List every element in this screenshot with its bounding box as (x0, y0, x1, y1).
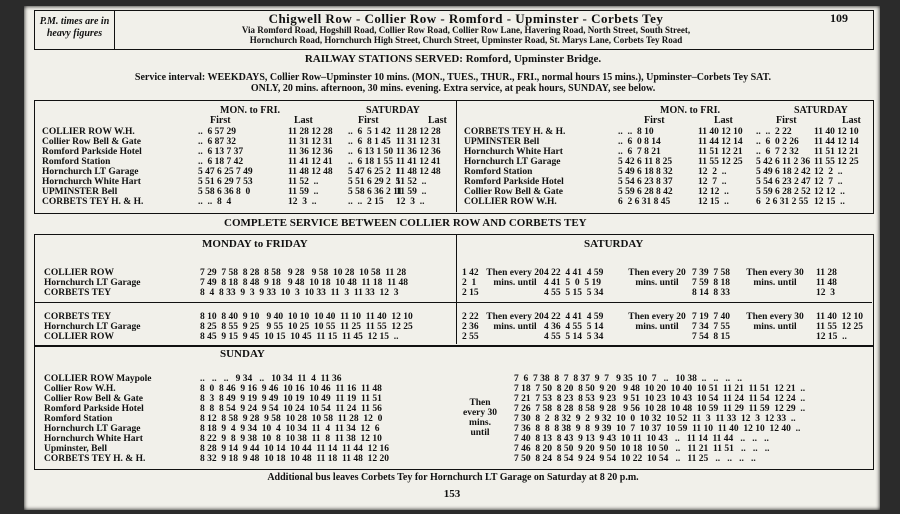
t2-sat-first: First (776, 115, 797, 126)
t2-sat-last: Last (842, 115, 861, 126)
t2-mf-last-times (698, 127, 743, 207)
t3-down-sat-a-2: 2 15 (462, 288, 479, 298)
t2-sat-last-times (814, 127, 859, 207)
t1-mf-first-4: 5 47 6 25 7 49 (198, 167, 253, 177)
complete-service-title: COMPLETE SERVICE BETWEEN COLLIER ROW AND CORBETS TEY (224, 217, 587, 229)
t1-stop-4: Hornchurch LT Garage (42, 167, 139, 177)
t2-mf-last-1: 11 44 12 14 (698, 137, 743, 147)
t2-mf-last-4: 12 2 .. (698, 167, 727, 177)
t3-up-sat-d-0: 11 40 12 10 (816, 312, 863, 322)
route-header (34, 10, 874, 50)
t3-down-sat-c-1: 7 59 8 18 (692, 278, 730, 288)
t2-mf-head: MON. to FRI. (660, 105, 720, 116)
t2-stop-6: Collier Row Bell & Gate (464, 187, 564, 197)
t3-down-sat-b (544, 268, 603, 298)
service-line-1: Service interval: WEEKDAYS, Collier Row–Upminster 10 mins. (MON., TUES., THUR., FRI., normal hours 15 mins.), Upminster–Corbets Tey SAT. (134, 72, 772, 83)
pm-note: P.M. times are in heavy figures (35, 11, 115, 49)
route-title: Chigwell Row - Collier Row - Romford - Upminster - Corbets Tey (268, 11, 664, 26)
t1-mf-last-2: 11 36 12 36 (288, 147, 333, 157)
sunday-left-8: 8 32 9 18 9 48 10 18 10 48 11 18 11 48 12 20 (200, 454, 389, 464)
t1-mf-last-3: 11 41 12 41 (288, 157, 333, 167)
sunday-stop-7: Upminster, Bell (44, 444, 107, 454)
t3-down-stop-0: COLLIER ROW (44, 268, 114, 278)
t3-down-mf-2: 8 4 8 33 9 3 9 33 10 3 10 33 11 3 11 33 12 3 (200, 288, 399, 298)
t1-mf-first-3: .. 6 18 7 42 (198, 157, 244, 167)
t3-up-sat-d-1: 11 55 12 25 (816, 322, 863, 332)
t2-stops (464, 127, 565, 207)
sunday-stop-2: Collier Row Bell & Gate (44, 394, 144, 404)
t1-sat-last-3: 11 41 12 41 (396, 157, 441, 167)
t1-stops (42, 127, 143, 207)
t1-sat-last-6: 11 59 .. (396, 187, 427, 197)
sunday-right-7: 7 46 8 20 8 50 9 20 9 50 10 18 10 50 .. 11 21 11 51 .. .. .. (514, 444, 770, 454)
t3-down-stops (44, 268, 140, 298)
t2-sat-first-1: .. 6 0 2 26 (756, 137, 799, 147)
t3-down-every30: Then every 30 mins. until (746, 268, 804, 288)
t2-mf-first-0: .. .. 8 10 (618, 127, 654, 137)
t2-sat-last-2: 11 51 12 21 (814, 147, 859, 157)
t3-up-sat-b-1: 4 36 4 55 5 14 (544, 322, 604, 332)
t3-up-every20b: Then every 20 mins. until (628, 312, 686, 332)
t3-down-every20b: Then every 20 mins. until (628, 268, 686, 288)
sunday-stops (44, 374, 152, 464)
t2-mf-first-6: 5 59 6 28 8 42 (618, 187, 673, 197)
t1-stop-3: Romford Station (42, 157, 111, 167)
t1-stop-1: Collier Row Bell & Gate (42, 137, 142, 147)
t3-down-every20: Then every 20 mins. until (486, 268, 544, 288)
t2-sat-last-6: 12 12 .. (814, 187, 845, 197)
sunday-right-0: 7 6 7 38 8 7 8 37 9 7 9 35 10 7 .. 10 38 .. .. .. .. (514, 374, 742, 384)
t3-up-sat-d-2: 12 15 .. (816, 332, 847, 342)
sunday-stop-1: Collier Row W.H. (44, 384, 116, 394)
sunday-stop-3: Romford Parkside Hotel (44, 404, 144, 414)
t3-down-sat-a-1: 2 1 (462, 278, 477, 288)
t3-mf-head: MONDAY to FRIDAY (202, 238, 308, 250)
t2-mf-first-times (618, 127, 673, 207)
t2-stop-4: Romford Station (464, 167, 533, 177)
t3-up-sat-a (462, 312, 479, 342)
row-divider (34, 302, 872, 303)
t2-mf-last-3: 11 55 12 25 (698, 157, 743, 167)
t3-down-stop-2: CORBETS TEY (44, 288, 112, 298)
t1-stop-6: UPMINSTER Bell (42, 187, 118, 197)
t3-up-sat-d (816, 312, 863, 342)
t2-sat-last-1: 11 44 12 14 (814, 137, 859, 147)
via-line-1: Via Romford Road, Hogshill Road, Collier Row Road, Collier Row Lane, Havering Road, North Street, South Street, (241, 25, 691, 35)
t3-up-sat-c-1: 7 34 7 55 (692, 322, 730, 332)
t2-mf-first-2: .. 6 7 8 21 (618, 147, 661, 157)
t2-sat-first-7: 6 2 6 31 2 55 (756, 197, 809, 207)
t1-stop-2: Romford Parkside Hotel (42, 147, 142, 157)
t2-sat-first-0: .. .. 2 22 (756, 127, 792, 137)
t3-down-sat-c (692, 268, 730, 298)
t1-sat-head: SATURDAY (366, 105, 420, 116)
t1-sat-last: Last (428, 115, 447, 126)
sunday-right-2: 7 21 7 53 8 23 8 53 9 23 9 51 10 23 10 43 10 54 11 24 11 54 12 24 .. (514, 394, 806, 404)
sunday-left-7: 8 28 9 14 9 44 10 14 10 44 11 14 11 44 12 16 (200, 444, 389, 454)
t2-mf-first: First (644, 115, 665, 126)
t1-sat-first-5: 5 51 6 29 2 5 (348, 177, 401, 187)
t3-up-mf (200, 312, 413, 342)
sunday-left-times (200, 374, 389, 464)
t2-mf-last-7: 12 15 .. (698, 197, 729, 207)
t1-sat-last-0: 11 28 12 28 (396, 127, 441, 137)
t1-sat-last-7: 12 3 .. (396, 197, 425, 207)
t3-down-mf-1: 7 49 8 18 8 48 9 18 9 48 10 18 10 48 11 18 11 48 (200, 278, 408, 288)
t2-mf-last-5: 12 7 .. (698, 177, 727, 187)
t1-stop-5: Hornchurch White Hart (42, 177, 141, 187)
t3-down-sat-c-2: 8 14 8 33 (692, 288, 730, 298)
t2-stop-7: COLLIER ROW W.H. (464, 197, 557, 207)
sunday-stop-8: CORBETS TEY H. & H. (44, 454, 146, 464)
t2-mf-last-2: 11 51 12 21 (698, 147, 743, 157)
sunday-left-2: 8 3 8 49 9 19 9 49 10 19 10 49 11 19 11 51 (200, 394, 382, 404)
t3-up-sat-b (544, 312, 603, 342)
t2-stop-5: Romford Parkside Hotel (464, 177, 564, 187)
t3-up-sat-c-2: 7 54 8 15 (692, 332, 730, 342)
t1-sat-first-7: .. .. 2 15 (348, 197, 384, 207)
t1-sat-last-times (396, 127, 441, 207)
t2-sat-first-times (756, 127, 811, 207)
sunday-head: SUNDAY (220, 348, 265, 360)
t3-sat-head: SATURDAY (584, 238, 644, 250)
sunday-right-3: 7 26 7 58 8 28 8 58 9 28 9 56 10 28 10 48 10 59 11 29 11 59 12 29 .. (514, 404, 806, 414)
t1-mf-last-5: 11 52 .. (288, 177, 319, 187)
t1-mf-last-6: 11 59 .. (288, 187, 319, 197)
t3-down-mf (200, 268, 408, 298)
summary-tables (34, 100, 874, 214)
sunday-stop-5: Hornchurch LT Garage (44, 424, 141, 434)
t2-sat-first-2: .. 6 7 2 32 (756, 147, 799, 157)
t1-mf-first-0: .. 6 57 29 (198, 127, 236, 137)
divider (456, 234, 457, 344)
t1-sat-last-4: 11 48 12 48 (396, 167, 441, 177)
sunday-left-0: .. .. .. 9 34 .. 10 34 11 4 11 36 (200, 374, 342, 384)
t2-mf-last-0: 11 40 12 10 (698, 127, 743, 137)
sunday-right-times (514, 374, 805, 464)
t3-down-sat-a (462, 268, 479, 298)
t2-sat-first-4: 5 49 6 18 2 42 (756, 167, 811, 177)
t3-up-stop-0: CORBETS TEY (44, 312, 112, 322)
t1-mf-head: MON. to FRI. (220, 105, 280, 116)
t3-up-mf-1: 8 25 8 55 9 25 9 55 10 25 10 55 11 25 11 55 12 25 (200, 322, 413, 332)
service-line-2: ONLY, 20 mins. afternoon, 30 mins. evening. Extra service, at peak hours, SUNDAY, see below. (250, 83, 656, 94)
t1-mf-last-0: 11 28 12 28 (288, 127, 333, 137)
t1-mf-first-2: .. 6 13 7 37 (198, 147, 244, 157)
t1-sat-first-times (348, 127, 402, 207)
service-interval (40, 72, 866, 94)
t1-sat-first-4: 5 47 6 25 2 1 (348, 167, 401, 177)
t3-up-sat-a-1: 2 36 (462, 322, 479, 332)
t2-mf-first-3: 5 42 6 11 8 25 (618, 157, 673, 167)
t3-up-every30: Then every 30 mins. until (746, 312, 804, 332)
t1-mf-first-1: .. 6 87 32 (198, 137, 236, 147)
t3-down-stop-1: Hornchurch LT Garage (44, 278, 141, 288)
t1-sat-first-1: .. 6 8 1 45 (348, 137, 391, 147)
sunday-right-4: 7 30 8 2 8 32 9 2 9 32 10 0 10 32 10 52 11 3 11 33 12 3 12 33 .. (514, 414, 796, 424)
sunday-left-4: 8 12 8 58 9 28 9 58 10 28 10 58 11 28 12 0 (200, 414, 383, 424)
t2-mf-first-5: 5 54 6 23 8 37 (618, 177, 673, 187)
t2-stop-1: UPMINSTER Bell (464, 137, 540, 147)
t3-up-stop-1: Hornchurch LT Garage (44, 322, 141, 332)
route-via (121, 25, 811, 45)
t3-down-sat-b-1: 4 41 5 0 5 19 (544, 278, 601, 288)
t3-up-sat-c-0: 7 19 7 40 (692, 312, 730, 322)
t3-up-sat-a-0: 2 22 (462, 312, 479, 322)
t1-stop-7: CORBETS TEY H. & H. (42, 197, 144, 207)
t3-down-sat-d (816, 268, 837, 298)
t2-mf-first-4: 5 49 6 18 8 32 (618, 167, 673, 177)
t3-up-mf-2: 8 45 9 15 9 45 10 15 10 45 11 15 11 45 12 15 .. (200, 332, 399, 342)
t3-down-sat-a-0: 1 42 (462, 268, 479, 278)
sunday-stop-0: COLLIER ROW Maypole (44, 374, 152, 384)
t2-mf-last: Last (714, 115, 733, 126)
sunday-stop-6: Hornchurch White Hart (44, 434, 143, 444)
t1-mf-first-5: 5 51 6 29 7 53 (198, 177, 253, 187)
t2-sat-first-6: 5 59 6 28 2 52 (756, 187, 811, 197)
t3-down-sat-b-0: 4 22 4 41 4 59 (544, 268, 604, 278)
t3-down-sat-d-1: 11 48 (816, 278, 837, 288)
t3-up-sat-c (692, 312, 730, 342)
t1-sat-first-2: .. 6 13 1 50 (348, 147, 394, 157)
route-page-number: 109 (830, 11, 848, 25)
t3-up-mf-0: 8 10 8 40 9 10 9 40 10 10 10 40 11 10 11 40 12 10 (200, 312, 413, 322)
sunday-right-5: 7 36 8 8 8 38 9 8 9 39 10 7 10 37 10 59 11 10 11 40 12 10 12 40 .. (514, 424, 801, 434)
t1-mf-first: First (210, 115, 231, 126)
footer-page-number: 153 (443, 488, 461, 500)
t2-stop-0: CORBETS TEY H. & H. (464, 127, 566, 137)
t1-sat-last-5: 11 52 .. (396, 177, 427, 187)
sunday-right-6: 7 40 8 13 8 43 9 13 9 43 10 11 10 43 .. 11 14 11 44 .. .. .. (514, 434, 769, 444)
t2-sat-last-7: 12 15 .. (814, 197, 845, 207)
sunday-every: Then every 30 mins. until (462, 398, 498, 438)
sunday-left-3: 8 8 8 54 9 24 9 54 10 24 10 54 11 24 11 56 (200, 404, 382, 414)
divider (456, 100, 457, 212)
t2-mf-last-6: 12 12 .. (698, 187, 729, 197)
t3-up-sat-b-0: 4 22 4 41 4 59 (544, 312, 604, 322)
timetable-page (24, 6, 880, 510)
t1-sat-first-0: .. 6 5 1 42 (348, 127, 391, 137)
t1-mf-first-times (198, 127, 253, 207)
t3-down-sat-b-2: 4 55 5 15 5 34 (544, 288, 604, 298)
t2-sat-first-5: 5 54 6 23 2 47 (756, 177, 811, 187)
sunday-left-6: 8 22 9 8 9 38 10 8 10 38 11 8 11 38 12 10 (200, 434, 382, 444)
t2-sat-last-5: 12 7 .. (814, 177, 843, 187)
t1-mf-first-6: 5 58 6 36 8 0 (198, 187, 251, 197)
t1-sat-last-2: 11 36 12 36 (396, 147, 441, 157)
t1-sat-last-1: 11 31 12 31 (396, 137, 441, 147)
t3-down-sat-d-0: 11 28 (816, 268, 837, 278)
t3-up-sat-b-2: 4 55 5 14 5 34 (544, 332, 604, 342)
t2-sat-last-0: 11 40 12 10 (814, 127, 859, 137)
t2-stop-2: Hornchurch White Hart (464, 147, 563, 157)
t1-sat-first-6: 5 58 6 36 2 11 (348, 187, 403, 197)
t1-sat-first: First (358, 115, 379, 126)
sunday-left-1: 8 0 8 46 9 16 9 46 10 16 10 46 11 16 11 48 (200, 384, 382, 394)
t1-mf-first-7: .. .. 8 4 (198, 197, 232, 207)
t3-up-sat-a-2: 2 55 (462, 332, 479, 342)
sunday-right-1: 7 18 7 50 8 20 8 50 9 20 9 48 10 20 10 40 10 51 11 21 11 51 12 21 .. (514, 384, 806, 394)
t1-mf-last-times (288, 127, 333, 207)
t2-stop-3: Hornchurch LT Garage (464, 157, 561, 167)
t2-mf-first-7: 6 2 6 31 8 45 (618, 197, 671, 207)
t1-stop-0: COLLIER ROW W.H. (42, 127, 135, 137)
t3-down-mf-0: 7 29 7 58 8 28 8 58 9 28 9 58 10 28 10 58 11 28 (200, 268, 407, 278)
t3-down-sat-c-0: 7 39 7 58 (692, 268, 730, 278)
sunday-left-5: 8 18 9 4 9 34 10 4 10 34 11 4 11 34 12 6 (200, 424, 380, 434)
additional-note: Additional bus leaves Corbets Tey for Hornchurch LT Garage on Saturday at 8 20 p.m. (267, 472, 639, 483)
sunday-stop-4: Romford Station (44, 414, 113, 424)
t1-sat-first-3: .. 6 18 1 55 (348, 157, 394, 167)
t3-up-stop-2: COLLIER ROW (44, 332, 114, 342)
t2-sat-last-4: 12 2 .. (814, 167, 843, 177)
t1-mf-last-7: 12 3 .. (288, 197, 317, 207)
t2-mf-first-1: .. 6 0 8 14 (618, 137, 661, 147)
sunday-right-8: 7 50 8 24 8 54 9 24 9 54 10 22 10 54 .. 11 25 .. .. .. .. (514, 454, 756, 464)
t3-up-stops (44, 312, 140, 342)
t1-mf-last-4: 11 48 12 48 (288, 167, 333, 177)
via-line-2: Hornchurch Road, Hornchurch High Street, Church Street, Upminster Road, St. Marys Lane, Corbets Tey Road (249, 35, 683, 45)
t2-sat-last-3: 11 55 12 25 (814, 157, 859, 167)
t3-down-sat-d-2: 12 3 (816, 288, 835, 298)
t1-mf-last: Last (294, 115, 313, 126)
t2-sat-head: SATURDAY (794, 105, 848, 116)
t3-up-every20: Then every 20 mins. until (486, 312, 544, 332)
t1-mf-last-1: 11 31 12 31 (288, 137, 333, 147)
t2-sat-first-3: 5 42 6 11 2 36 (756, 157, 811, 167)
stations-served: RAILWAY STATIONS SERVED: Romford, Upminster Bridge. (304, 53, 602, 65)
